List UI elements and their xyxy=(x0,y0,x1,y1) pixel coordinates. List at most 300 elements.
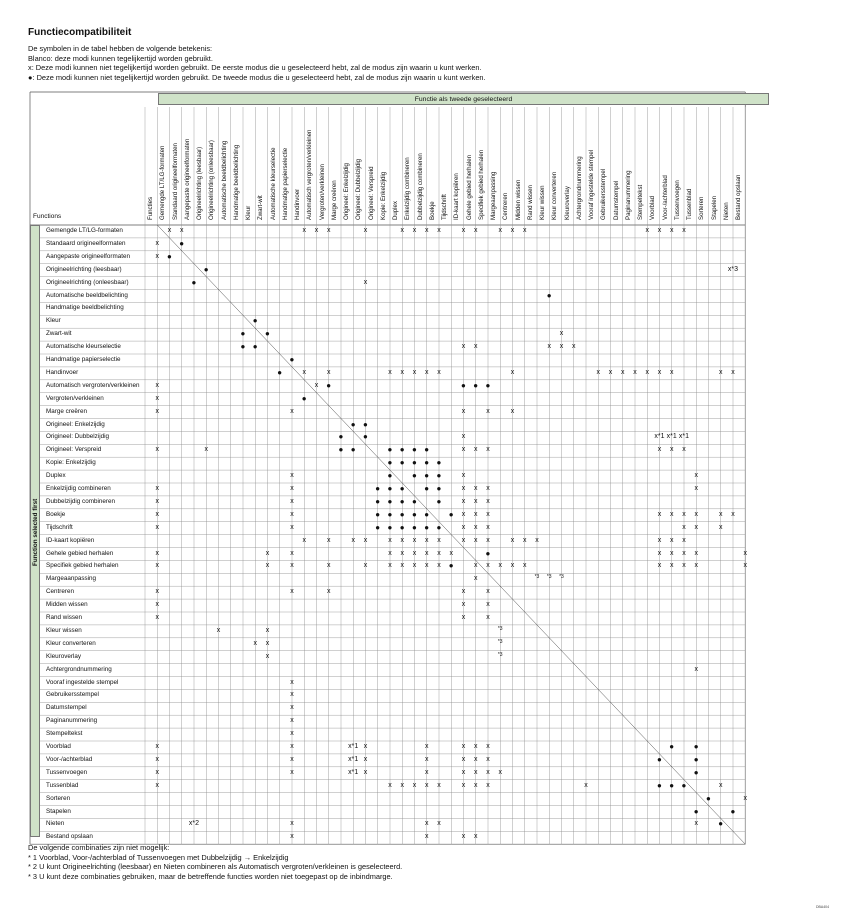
compatibility-mark: x xyxy=(155,549,159,557)
compatibility-mark: x xyxy=(486,588,490,596)
column-header: Handinvoer xyxy=(294,188,301,220)
compatibility-mark: x xyxy=(473,562,478,570)
compatibility-mark: x xyxy=(461,407,466,415)
compatibility-mark: x xyxy=(682,510,686,518)
compatibility-mark: ● xyxy=(167,251,172,261)
compatibility-mark: x xyxy=(265,562,270,570)
row-header: Stempeltekst xyxy=(46,730,83,738)
compatibility-mark: x xyxy=(473,536,478,544)
row-header: Kleur converteren xyxy=(46,639,96,647)
compatibility-mark: ● xyxy=(718,819,724,829)
compatibility-mark: x xyxy=(694,485,698,492)
compatibility-mark: x xyxy=(657,368,662,376)
compatibility-mark: x xyxy=(461,743,466,750)
compatibility-mark: x xyxy=(155,485,159,492)
legend-line: x: Deze modi kunnen niet tegelijkertijd worden gebruikt. De eerste modus die u geselecteerd hebt, zal de modus zijn waarin u kunt werken. xyxy=(28,63,482,73)
compatibility-mark: x xyxy=(461,614,466,621)
compatibility-mark: x xyxy=(437,227,441,234)
compatibility-mark: x xyxy=(461,755,466,763)
row-header: Rand wissen xyxy=(46,614,83,621)
compatibility-mark: x xyxy=(694,472,698,480)
compatibility-mark: ● xyxy=(424,445,430,455)
compatibility-mark: x xyxy=(290,743,294,750)
first-selected-band xyxy=(30,225,40,837)
compatibility-mark: x xyxy=(412,368,417,376)
compatibility-mark: ● xyxy=(412,445,417,455)
compatibility-mark: x xyxy=(633,368,637,376)
row-header: Handmatige papierselectie xyxy=(46,356,121,363)
compatibility-mark: x xyxy=(155,781,159,789)
compatibility-mark: x xyxy=(473,833,478,841)
column-header: Handmatige beeldbelichting xyxy=(232,144,240,220)
compatibility-mark: ● xyxy=(485,548,491,558)
compatibility-mark: ● xyxy=(363,419,368,429)
compatibility-mark: x xyxy=(461,781,466,789)
footnote-line: De volgende combinaties zijn niet mogelijk: xyxy=(28,843,170,852)
row-header: Origineel: Enkelzijdig xyxy=(46,420,105,428)
column-header: Handmatige papierselectie xyxy=(281,147,289,220)
column-header: Datumstempel xyxy=(612,180,620,220)
column-header: Vergroten/verkleinen xyxy=(318,164,326,220)
compatibility-mark: x xyxy=(155,252,159,260)
row-header: Aangepaste origineelformaten xyxy=(46,252,131,260)
row-header: ID-kaart kopiëren xyxy=(46,536,95,544)
compatibility-mark: x xyxy=(718,523,723,531)
compatibility-mark: *3 xyxy=(534,574,540,581)
column-header: Tijdschrift xyxy=(441,194,448,220)
compatibility-mark: x xyxy=(510,562,515,570)
compatibility-mark: x xyxy=(669,446,674,454)
compatibility-mark: x xyxy=(461,497,466,505)
footnote-line: * 1 Voorblad, Voor-/achterblad of Tussenvoegen met Dubbelzijdig → Enkelzijdig xyxy=(28,852,289,862)
compatibility-mark: x xyxy=(682,549,686,557)
compatibility-mark: x xyxy=(608,368,613,376)
compatibility-mark: ● xyxy=(412,509,417,519)
compatibility-mark: ● xyxy=(681,780,687,790)
column-header: Standaard origineelformaten xyxy=(171,143,179,220)
column-header: Midden wissen xyxy=(514,179,522,220)
compatibility-mark: x xyxy=(473,510,478,518)
compatibility-mark: x xyxy=(424,820,429,828)
compatibility-mark: ● xyxy=(399,445,405,455)
column-header: Bestand opslaan xyxy=(735,174,742,220)
compatibility-mark: x xyxy=(290,472,294,480)
compatibility-mark: x xyxy=(326,536,331,544)
column-header: Achtergrondnummering xyxy=(575,156,583,220)
column-header: Kleur xyxy=(245,205,252,220)
compatibility-mark: x xyxy=(657,510,662,518)
compatibility-mark: x xyxy=(669,549,674,557)
compatibility-mark: ● xyxy=(473,380,479,390)
row-header: Standaard origineelformaten xyxy=(46,239,126,247)
compatibility-mark: x xyxy=(400,562,404,570)
row-header: Automatisch vergroten/verkleinen xyxy=(46,381,140,389)
row-header: Origineelrichting (leesbaar) xyxy=(46,265,122,273)
compatibility-mark: x xyxy=(461,536,466,544)
compatibility-mark: ● xyxy=(546,290,552,300)
compatibility-mark: x xyxy=(326,588,331,596)
compatibility-mark: x xyxy=(486,510,490,518)
compatibility-mark: ● xyxy=(240,342,246,352)
compatibility-mark: ● xyxy=(730,806,736,816)
row-header: Duplex xyxy=(46,472,66,480)
compatibility-mark: x xyxy=(388,549,392,557)
compatibility-mark: ● xyxy=(387,471,393,481)
column-header: Gemengde LT/LG-formaten xyxy=(159,145,167,220)
compatibility-mark: x xyxy=(424,768,429,776)
compatibility-mark: x xyxy=(388,562,392,570)
compatibility-mark: x xyxy=(290,717,294,725)
row-header: Tussenblad xyxy=(46,781,79,789)
compatibility-mark: x xyxy=(461,510,466,518)
compatibility-mark: x xyxy=(363,536,368,544)
compatibility-mark: ● xyxy=(436,458,442,468)
row-header: Voorblad xyxy=(46,743,71,750)
compatibility-mark: ● xyxy=(338,445,344,455)
compatibility-mark: x xyxy=(424,743,429,750)
compatibility-mark: x xyxy=(510,536,515,544)
compatibility-mark: x xyxy=(694,562,698,570)
row-header: Automatische kleurselectie xyxy=(46,343,121,351)
compatibility-mark: x xyxy=(155,755,159,763)
compatibility-mark: x xyxy=(314,381,319,389)
compatibility-mark: x xyxy=(584,781,588,789)
column-header: Automatische beeldbelichting xyxy=(220,140,228,220)
column-header: Centreren xyxy=(502,192,510,220)
compatibility-mark: ● xyxy=(448,561,454,571)
compatibility-mark: x xyxy=(473,227,478,234)
row-header: Origineel: Verspreid xyxy=(46,446,102,454)
compatibility-mark: x xyxy=(290,768,294,776)
compatibility-mark: x xyxy=(155,394,159,402)
compatibility-mark: x xyxy=(473,575,478,583)
compatibility-mark: ● xyxy=(326,380,332,390)
compatibility-mark: ● xyxy=(350,445,356,455)
compatibility-mark: x xyxy=(473,446,478,454)
row-header: Automatische beeldbelichting xyxy=(46,291,128,299)
compatibility-mark: x xyxy=(424,833,429,841)
second-selected-header: Functie als tweede geselecteerd xyxy=(158,93,769,105)
column-header: Sorteren xyxy=(698,196,706,220)
compatibility-mark: x xyxy=(424,781,429,789)
legend-line: Blanco: deze modi kunnen tegelijkertijd worden gebruikt. xyxy=(28,53,213,63)
column-header: Enkelzijdig combineren xyxy=(404,157,412,220)
column-header: Gehele gebied herhalen xyxy=(465,154,473,220)
compatibility-mark: ● xyxy=(657,780,662,790)
compatibility-mark: x xyxy=(498,227,502,234)
row-header: Paginanummering xyxy=(46,717,98,725)
compatibility-mark: x xyxy=(155,446,159,454)
compatibility-mark: ● xyxy=(693,742,699,751)
compatibility-mark: x xyxy=(461,601,466,609)
compatibility-mark: x xyxy=(290,407,294,415)
compatibility-mark: *3 xyxy=(497,638,503,645)
row-header: Midden wissen xyxy=(46,601,88,609)
compatibility-mark: x xyxy=(486,614,490,621)
compatibility-mark: x xyxy=(522,536,527,544)
row-header: Gemengde LT/LG-formaten xyxy=(46,227,123,234)
compatibility-mark: *3 xyxy=(497,651,503,658)
compatibility-mark: ● xyxy=(387,522,393,532)
compatibility-mark: x xyxy=(473,781,478,789)
compatibility-mark: ● xyxy=(375,484,381,493)
compatibility-mark: x*1 xyxy=(348,743,359,750)
compatibility-mark: x xyxy=(669,562,674,570)
compatibility-mark: x xyxy=(486,485,490,492)
compatibility-mark: x xyxy=(437,549,441,557)
compatibility-mark: x xyxy=(155,588,159,596)
compatibility-mark: x xyxy=(412,227,417,234)
compatibility-mark: x xyxy=(547,343,551,351)
compatibility-mark: ● xyxy=(387,445,393,455)
row-header: Tussenvoegen xyxy=(46,768,88,776)
compatibility-mark: ● xyxy=(669,742,675,751)
compatibility-mark: x xyxy=(290,549,294,557)
compatibility-mark: ● xyxy=(277,367,283,377)
compatibility-mark: x xyxy=(412,562,417,570)
compatibility-mark: x xyxy=(155,510,159,518)
compatibility-mark: x xyxy=(363,562,368,570)
compatibility-mark: ● xyxy=(424,484,430,493)
compatibility-mark: ● xyxy=(436,484,442,493)
compatibility-mark: x xyxy=(400,536,404,544)
compatibility-mark: x xyxy=(400,781,404,789)
compatibility-mark: x xyxy=(155,743,159,750)
compatibility-mark: x xyxy=(461,523,466,531)
compatibility-mark: ● xyxy=(191,277,197,287)
compatibility-mark: x xyxy=(669,510,674,518)
compatibility-mark: x xyxy=(486,446,490,454)
compatibility-mark: x xyxy=(486,536,490,544)
compatibility-mark: x xyxy=(486,497,490,505)
compatibility-mark: x xyxy=(510,368,515,376)
column-header: Origineel: Enkelzijdig xyxy=(343,163,350,220)
compatibility-mark: x xyxy=(645,227,649,234)
compatibility-mark: x xyxy=(682,562,686,570)
compatibility-mark: x xyxy=(363,278,368,286)
compatibility-mark: ● xyxy=(412,458,417,468)
compatibility-mark: ● xyxy=(387,484,393,493)
compatibility-mark: ● xyxy=(387,509,393,519)
compatibility-mark: ● xyxy=(338,432,344,442)
compatibility-mark: x*3 xyxy=(727,265,738,273)
compatibility-mark: x xyxy=(743,794,747,802)
column-header: Automatische kleurselectie xyxy=(269,147,277,220)
compatibility-mark: x xyxy=(424,227,429,234)
compatibility-mark: x xyxy=(253,639,257,647)
compatibility-mark: x*1 xyxy=(654,433,665,441)
compatibility-mark: x xyxy=(155,768,159,776)
functions-header: Functions xyxy=(33,213,62,220)
compatibility-mark: x xyxy=(669,536,674,544)
compatibility-mark: x xyxy=(657,227,662,234)
compatibility-mark: *3 xyxy=(497,625,503,632)
compatibility-mark: x xyxy=(326,227,331,234)
compatibility-mark: ● xyxy=(252,342,258,352)
compatibility-mark: x xyxy=(155,497,159,505)
compatibility-mark: ● xyxy=(399,484,405,493)
compatibility-mark: ● xyxy=(375,522,381,532)
legend-line: ●: Deze modi kunnen niet tegelijkertijd worden gebruikt. De tweede modus die u geselecteerd hebt, zal de modus zijn waarin u kunt werken. xyxy=(28,72,486,82)
compatibility-mark: x xyxy=(559,343,564,351)
compatibility-mark: x xyxy=(718,781,723,789)
compatibility-mark: x xyxy=(682,523,686,531)
compatibility-mark: ● xyxy=(387,458,393,468)
row-header: Voor-/achterblad xyxy=(46,755,93,763)
compatibility-mark: ● xyxy=(252,316,258,326)
compatibility-mark: x xyxy=(620,368,625,376)
compatibility-mark: x xyxy=(290,588,294,596)
compatibility-mark: x xyxy=(473,497,478,505)
compatibility-mark: x xyxy=(486,768,490,776)
compatibility-mark: x xyxy=(657,446,662,454)
compatibility-mark: ● xyxy=(436,522,442,532)
compatibility-mark: ● xyxy=(424,458,430,468)
row-header: Tijdschrift xyxy=(46,523,73,531)
row-header: Boekje xyxy=(46,510,66,518)
compatibility-mark: x xyxy=(437,781,441,789)
compatibility-mark: x xyxy=(694,510,698,518)
legend-line: De symbolen in de tabel hebben de volgende betekenis: xyxy=(28,44,213,53)
compatibility-mark: x xyxy=(290,833,294,841)
compatibility-mark: ● xyxy=(265,329,270,339)
compatibility-mark: x xyxy=(363,743,368,750)
compatibility-mark: x xyxy=(743,562,747,570)
compatibility-mark: x xyxy=(167,227,172,234)
page-title: Functiecompatibiliteit xyxy=(28,27,132,38)
row-header: Origineelrichting (onleesbaar) xyxy=(46,278,129,286)
compatibility-mark: x xyxy=(290,562,294,570)
compatibility-mark: x xyxy=(437,562,441,570)
column-header: Stempeltekst xyxy=(637,184,644,220)
compatibility-mark: x xyxy=(461,472,466,480)
compatibility-mark: x xyxy=(694,523,698,531)
compatibility-mark: x xyxy=(461,227,466,234)
compatibility-mark: x xyxy=(326,562,331,570)
compatibility-mark: ● xyxy=(706,793,711,803)
compatibility-mark: ● xyxy=(657,754,662,764)
compatibility-mark: x xyxy=(363,227,368,234)
compatibility-mark: x xyxy=(412,549,417,557)
compatibility-mark: x xyxy=(461,343,466,351)
compatibility-mark: ● xyxy=(436,496,442,506)
compatibility-mark: x xyxy=(265,652,270,660)
compatibility-mark: x xyxy=(718,368,723,376)
compatibility-mark: x xyxy=(290,497,294,505)
compatibility-mark: x xyxy=(486,523,490,531)
compatibility-mark: x xyxy=(486,407,490,415)
compatibility-mark: ● xyxy=(693,806,699,816)
column-header: Functies xyxy=(147,196,154,220)
compatibility-mark: x xyxy=(461,833,466,841)
compatibility-mark: ● xyxy=(424,522,430,532)
compatibility-mark: x xyxy=(657,562,662,570)
compatibility-mark: x xyxy=(437,368,441,376)
compatibility-mark: x xyxy=(473,768,478,776)
compatibility-mark: x xyxy=(461,588,466,596)
row-header: Stapelen xyxy=(46,807,71,815)
footnotes xyxy=(28,843,402,881)
compatibility-mark: x xyxy=(596,368,600,376)
compatibility-mark: ● xyxy=(350,419,356,429)
row-header: Vergroten/verkleinen xyxy=(46,394,104,402)
row-header: Zwart-wit xyxy=(46,330,72,338)
column-header: Specifiek gebied herhalen xyxy=(477,149,485,220)
column-header: Tussenvoegen xyxy=(673,180,681,220)
column-header: Vooraf ingestelde stempel xyxy=(588,149,595,220)
compatibility-mark: ● xyxy=(289,355,295,364)
compatibility-mark: ● xyxy=(363,432,368,442)
column-header: Origineelrichting (onleesbaar) xyxy=(208,140,216,220)
compatibility-mark: x xyxy=(302,368,306,376)
compatibility-mark: x xyxy=(216,626,221,634)
compatibility-mark: ● xyxy=(179,238,185,248)
column-header: Rand wissen xyxy=(526,185,534,220)
compatibility-mark: x xyxy=(155,381,159,389)
compatibility-mark: x xyxy=(155,614,159,621)
row-header: Centreren xyxy=(46,588,75,596)
row-header: Handmatige beeldbelichting xyxy=(46,304,124,312)
compatibility-mark: ● xyxy=(436,471,442,481)
compatibility-mark: x xyxy=(400,368,404,376)
compatibility-mark: x xyxy=(571,343,576,351)
compatibility-mark: x xyxy=(473,485,478,492)
document-code: DBA404 xyxy=(816,905,830,909)
compatibility-mark: x xyxy=(424,536,429,544)
compatibility-mark: x xyxy=(155,239,159,247)
compatibility-mark: x xyxy=(473,743,478,750)
compatibility-mark: x xyxy=(155,562,159,570)
compatibility-mark: ● xyxy=(412,471,417,481)
compatibility-mark: x xyxy=(449,549,453,557)
compatibility-mark: ● xyxy=(424,509,430,519)
compatibility-mark: x xyxy=(473,755,478,763)
column-header: Origineel: Verspreid xyxy=(367,166,375,220)
column-header: Voor-/achterblad xyxy=(661,175,669,220)
row-header: Nieten xyxy=(46,820,65,828)
row-header: Bestand opslaan xyxy=(46,833,93,841)
column-header: Zwart-wit xyxy=(257,195,265,220)
compatibility-mark: x xyxy=(437,536,441,544)
compatibility-mark: x xyxy=(400,549,404,557)
row-header: Kleuroverlay xyxy=(46,652,81,660)
column-header: Kleur wissen xyxy=(539,185,546,220)
compatibility-mark: x xyxy=(290,730,294,738)
compatibility-mark: x xyxy=(498,768,502,776)
compatibility-mark: ● xyxy=(669,780,675,790)
compatibility-mark: x*1 xyxy=(678,433,689,441)
compatibility-mark: x xyxy=(694,549,698,557)
compatibility-mark: ● xyxy=(399,509,405,519)
compatibility-mark: ● xyxy=(203,264,209,274)
compatibility-mark: ● xyxy=(399,496,405,506)
compatibility-mark: x xyxy=(290,510,294,518)
compatibility-mark: x xyxy=(314,227,319,234)
compatibility-mark: x xyxy=(510,407,515,415)
row-header: Handinvoer xyxy=(46,368,79,376)
compatibility-mark: x xyxy=(718,510,723,518)
compatibility-mark: x xyxy=(424,562,429,570)
row-header: Kopie: Enkelzijdig xyxy=(46,459,96,467)
row-header: Gebruikersstempel xyxy=(46,691,99,699)
compatibility-mark: x*1 xyxy=(666,433,677,441)
row-header: Kleur xyxy=(46,317,61,325)
compatibility-mark: x xyxy=(290,523,294,531)
column-header: Tussenblad xyxy=(686,188,693,220)
compatibility-mark: x xyxy=(669,368,674,376)
row-header: Margeaanpassing xyxy=(46,575,97,583)
compatibility-mark: x xyxy=(302,536,306,544)
